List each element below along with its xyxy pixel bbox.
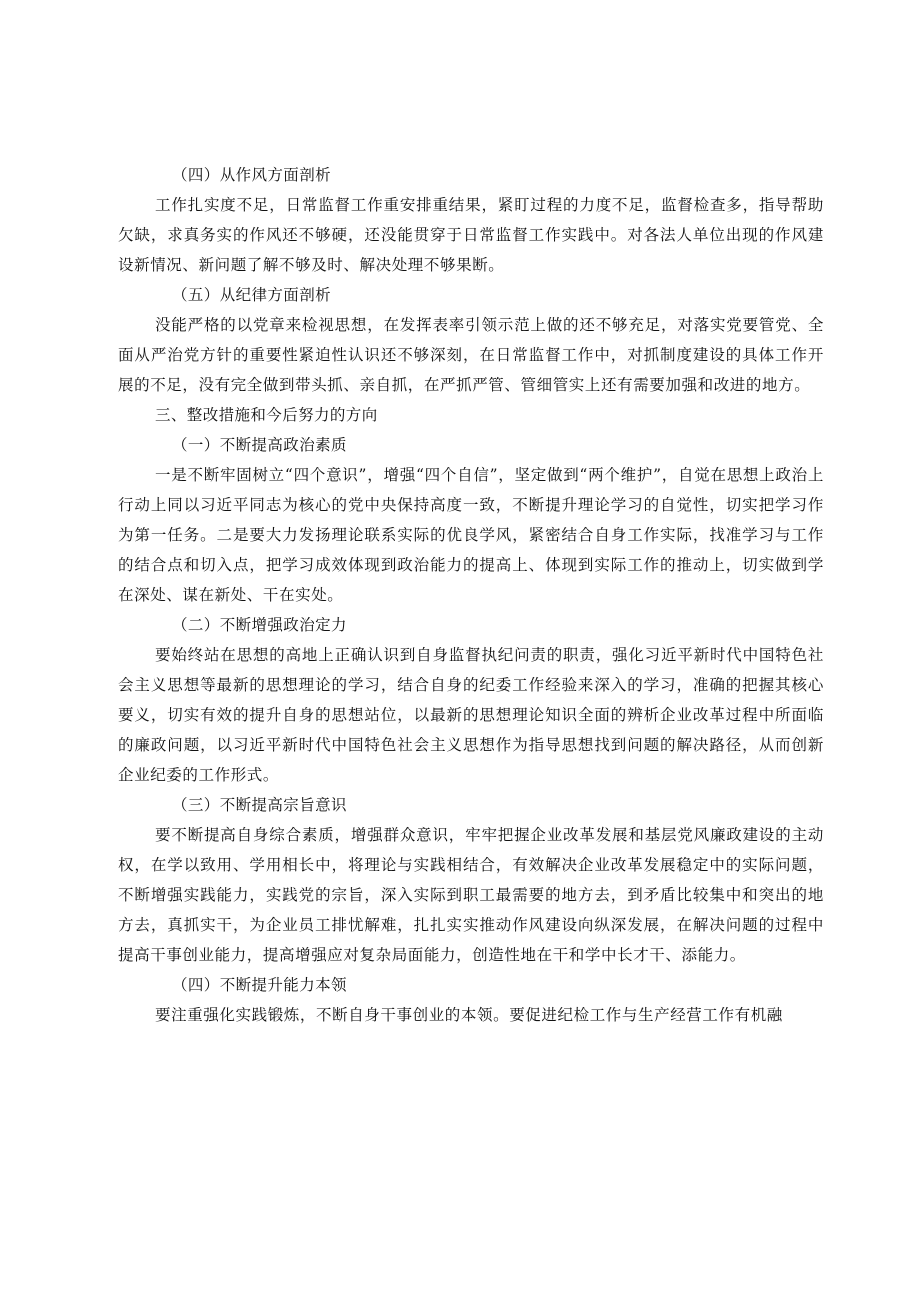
paragraph-style-analysis: 工作扎实度不足，日常监督工作重安排重结果，紧盯过程的力度不足，监督检查多，指导帮助欠缺，求真务实的作风还不够硬，还没能贯穿于日常监督工作实践中。对各法人单位出现的作风建设新情况、新问题了解不够及时、解决处理不够果断。 <box>118 196 824 274</box>
section-heading-purpose-awareness: （三）不断提高宗旨意识 <box>172 796 347 814</box>
paragraph-political-quality: 一是不断牢固树立“四个意识”，增强“四个自信”，坚定做到“两个维护”，自觉在思想上政治上行动上同以习近平同志为核心的党中央保持高度一致，不断提升理论学习的自觉性，切实把学习作为第一任务。二是要大力发扬理论联系实际的优良学风，紧密结合自身工作实际，找准学习与工作的结合点和切入点，把学习成效体现到政治能力的提高上、体现到实际工作的推动上，切实做到学在深处、谋在新处、干在实处。 <box>118 466 824 604</box>
section-heading-capability: （四）不断提升能力本领 <box>172 976 347 994</box>
paragraph-purpose-awareness: 要不断提高自身综合素质，增强群众意识，牢牢把握企业改革发展和基层党风廉政建设的主动权，在学以致用、学用相长中，将理论与实践相结合，有效解决企业改革发展稳定中的实际问题，不断增强实践能力，实践党的宗旨，深入实际到职工最需要的地方去，到矛盾比较集中和突出的地方去，真抓实干，为企业员工排忧解难，扎扎实实推动作风建设向纵深发展，在解决问题的过程中提高干事创业能力，提高增强应对复杂局面能力，创造性地在干和学中长才干、添能力。 <box>118 826 824 964</box>
section-heading-political-resolve: （二）不断增强政治定力 <box>172 616 347 634</box>
paragraph-capability: 要注重强化实践锻炼，不断自身干事创业的本领。要促进纪检工作与生产经营工作有机融 <box>155 1006 783 1024</box>
section-heading-political-quality: （一）不断提高政治素质 <box>172 436 347 454</box>
section-heading-style-analysis: （四）从作风方面剖析 <box>172 166 332 184</box>
paragraph-discipline-analysis: 没能严格的以党章来检视思想，在发挥表率引领示范上做的还不够充足，对落实党要管党、全面从严治党方针的重要性紧迫性认识还不够深刻，在日常监督工作中，对抓制度建设的具体工作开展的不足，没有完全做到带头抓、亲自抓，在严抓严管、管细管实上还有需要加强和改进的地方。 <box>118 316 824 394</box>
section-heading-rectification-measures: 三、整改措施和今后努力的方向 <box>155 406 378 424</box>
document-body <box>118 160 824 1030</box>
section-heading-discipline-analysis: （五）从纪律方面剖析 <box>172 286 332 304</box>
paragraph-political-resolve: 要始终站在思想的高地上正确认识到自身监督执纪问责的职责，强化习近平新时代中国特色社会主义思想等最新的思想理论的学习，结合自身的纪委工作经验来深入的学习，准确的把握其核心要义，切实有效的提升自身的思想站位，以最新的思想理论知识全面的辨析企业改革过程中所面临的廉政问题，以习近平新时代中国特色社会主义思想作为指导思想找到问题的解决路径，从而创新企业纪委的工作形式。 <box>118 646 824 784</box>
